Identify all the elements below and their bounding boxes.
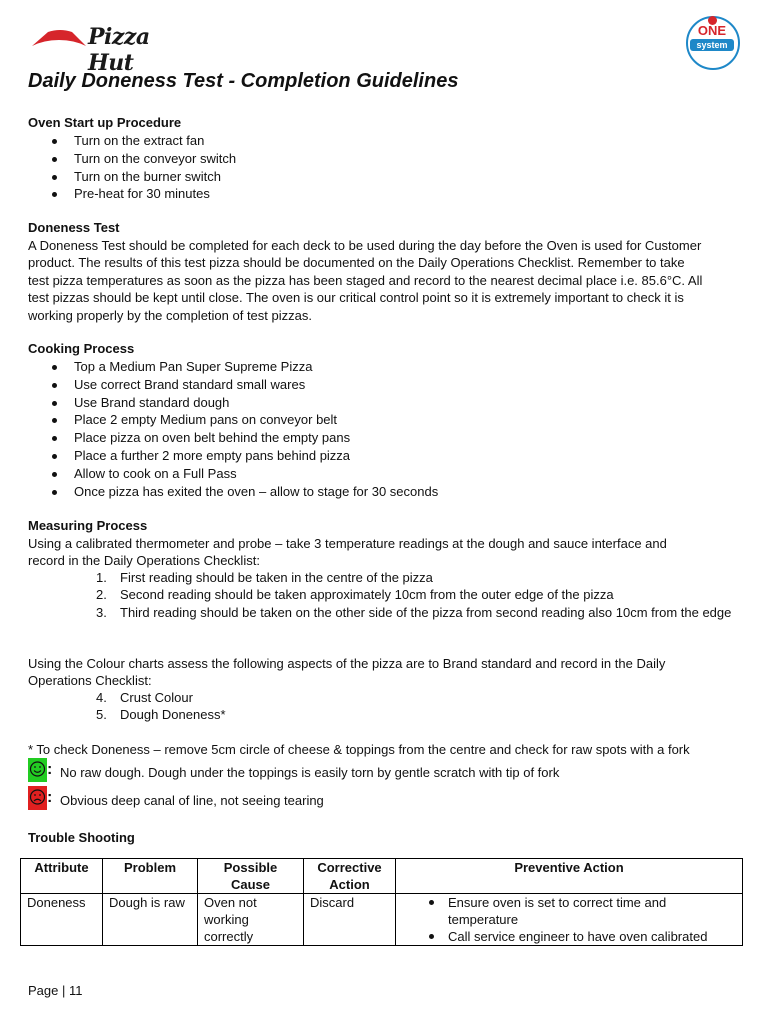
list-item: Place a further 2 more empty pans behind pizza (28, 447, 438, 465)
measuring-process-heading: Measuring Process (28, 518, 148, 533)
list-item: Use correct Brand standard small wares (28, 376, 438, 394)
colour-chart-intro: Using the Colour charts assess the following aspects of the pizza are to Brand standard and record in the Daily Operations Checklist: (28, 656, 666, 689)
pizza-hut-logo (30, 24, 200, 76)
measuring-steps (96, 569, 736, 621)
list-item: Turn on the extract fan (28, 132, 236, 150)
good-result-text: No raw dough. Dough under the toppings is easily torn by gentle scratch with tip of fork (60, 765, 560, 780)
column-header: Preventive Action (396, 859, 743, 894)
list-item: Call service engineer to have oven calibrated (402, 928, 736, 945)
trouble-shooting-heading: Trouble Shooting (28, 830, 135, 845)
list-item: Turn on the burner switch (28, 168, 236, 186)
bad-result-text: Obvious deep canal of line, not seeing tearing (60, 793, 324, 808)
list-item: Pre-heat for 30 minutes (28, 185, 236, 203)
list-item: Ensure oven is set to correct time and temperature (402, 894, 736, 928)
happy-face-icon (28, 758, 47, 782)
doneness-footnote: * To check Doneness – remove 5cm circle of cheese & toppings from the centre and check for raw spots with a fork (28, 742, 690, 757)
cooking-process-heading: Cooking Process (28, 341, 135, 356)
list-item: 4. Crust Colour (96, 690, 193, 705)
roof-icon (30, 28, 88, 48)
table-cell (396, 894, 743, 946)
page-number: Page | 11 (28, 983, 83, 998)
one-system-badge: ONE system (684, 14, 742, 72)
table-header-row (21, 859, 743, 894)
column-header: Possible Cause (198, 859, 304, 894)
table-cell: Oven not working correctly (198, 894, 304, 946)
list-item: Turn on the conveyor switch (28, 150, 236, 168)
aspect-list (96, 689, 736, 724)
sad-face-icon (28, 786, 47, 810)
table-cell: Dough is raw (103, 894, 198, 946)
column-header: Corrective Action (304, 859, 396, 894)
cooking-process-list (28, 358, 438, 500)
list-item: 5. Dough Doneness* (96, 707, 226, 723)
doneness-test-paragraph: A Doneness Test should be completed for each deck to be used during the day before the Oven is used for Customer product. The results of this test pizza should be documented on the Daily Operations Checklist. Remember to take test pizza temperatures as soon as the pizza has been staged and record to the nearest decimal place i.e. 85.6°C. All test pizzas should be kept until close. The oven is our critical control point so it is extremely important to check it is working properly by the completion of test pizzas. (28, 238, 703, 323)
trouble-shooting-table (20, 858, 743, 946)
table-cell: Doneness (21, 894, 103, 946)
column-header: Problem (103, 859, 198, 894)
column-header: Attribute (21, 859, 103, 894)
oven-startup-list (28, 132, 236, 203)
doneness-test-heading: Doneness Test (28, 220, 120, 235)
table-row (21, 894, 743, 946)
page-title: Daily Doneness Test - Completion Guidelines (28, 70, 459, 92)
brand-name: Pizza Hut (88, 24, 150, 76)
list-item: Place pizza on oven belt behind the empty pans (28, 429, 438, 447)
measuring-intro: Using a calibrated thermometer and probe – take 3 temperature readings at the dough and sauce interface and record in the Daily Operations Checklist: (28, 536, 667, 569)
list-item: 1. First reading should be taken in the centre of the pizza (96, 570, 433, 585)
oven-startup-heading: Oven Start up Procedure (28, 115, 182, 130)
list-item: Once pizza has exited the oven – allow to stage for 30 seconds (28, 483, 438, 501)
list-item: Allow to cook on a Full Pass (28, 465, 438, 483)
document-page: Pizza Hut ONE system Daily Doneness Test - Completion Guidelines Oven Start up Procedure Turn on the extract fan Turn on the conveyor switch Turn on the burner switch Pre-heat for 30 minutes Doneness Test A Doneness Test should be completed for each deck to be used during the day before the Oven is used for Customer product. The results of this test pizza should be documented on the Daily Operations Checklist. Remember to take test pizza temperatures as soon as the pizza has been staged and record to the nearest decimal place i.e. 85.6°C. All test pizzas should be kept until close. The oven is our critical control point so it is extremely important to check it is working properly by the completion of test pizzas. Cooking Process Top a Medium Pan Super Supreme Pizza Use correct Brand standard small wares Use Brand standard dough Place 2 empty Medium pans on conveyor belt Place pizza on oven belt behind the empty pans Place a further 2 more empty pans behind pizza Allow to cook on a Full Pass Once pizza has exited the oven – allow to stage for 30 seconds Measuring Process Using a calibrated thermometer and probe – take 3 temperature readings at the dough and sauce interface and record in the Daily Operations Checklist: 1. First reading should be taken in the centre of the pizza 2. Second reading should be taken approximately 10cm from the outer edge of the pizza 3. Third reading should be taken on the other side of the pizza from second reading also 10cm from the edge Using the Colour charts assess the following aspects of the pizza are to Brand standard and record in the Daily Operations Checklist: 4. Crust Colour 5. Dough Doneness* * To check Doneness – remove 5cm circle of cheese & toppings from the centre and check for raw spots with a fork : No raw dough. Dough under the toppings is easily torn by gentle scratch with tip of fork : Obvious deep canal of line, not seeing tearing Trouble Shooting Attribute Problem Possible Cause Corrective Action Preventive Action Doneness Dough is raw Oven not working correctly Discard Ensure oven is set to correct time and temperature Call service engineer to have oven calibrated Page | 11 (0, 0, 768, 1024)
list-item: Top a Medium Pan Super Supreme Pizza (28, 358, 438, 376)
list-item: 2. Second reading should be taken approximately 10cm from the outer edge of the pizza (96, 587, 614, 603)
list-item: Place 2 empty Medium pans on conveyor belt (28, 411, 438, 429)
list-item: 3. Third reading should be taken on the other side of the pizza from second reading also 10cm from the edge (96, 604, 732, 620)
list-item: Use Brand standard dough (28, 394, 438, 412)
table-cell: Discard (304, 894, 396, 946)
